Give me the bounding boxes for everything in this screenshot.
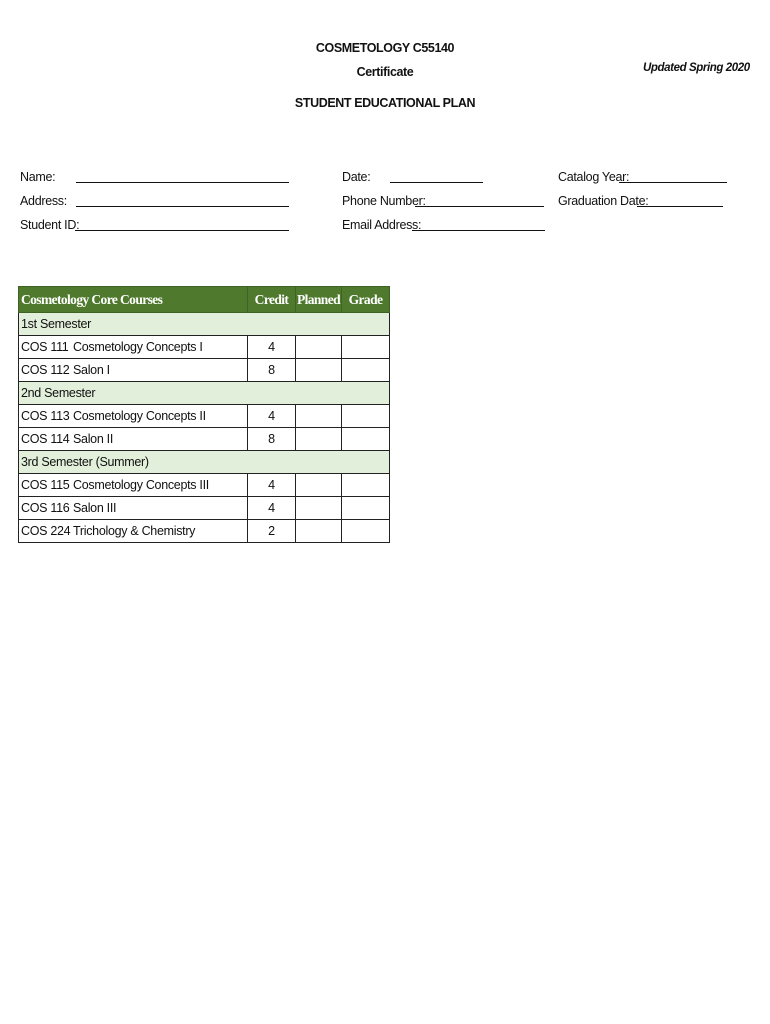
planned-cell[interactable] xyxy=(296,405,342,428)
semester-row xyxy=(19,313,390,336)
course-cell xyxy=(19,405,248,428)
table-row xyxy=(19,336,390,359)
credit-cell: 4 xyxy=(248,405,296,428)
plan-title: STUDENT EDUCATIONAL PLAN xyxy=(294,96,476,110)
course-title: Salon II xyxy=(73,432,113,446)
updated-note: Updated Spring 2020 xyxy=(643,62,750,74)
column-header-grade: Grade xyxy=(342,287,390,313)
course-title: Salon III xyxy=(73,501,117,515)
catalog-year-field-label: Catalog Year: xyxy=(558,170,630,184)
credit-cell: 4 xyxy=(248,497,296,520)
semester-row xyxy=(19,451,390,474)
student-id-field[interactable] xyxy=(72,218,289,236)
date-field-label: Date: xyxy=(342,170,371,184)
column-header-courses: Cosmetology Core Courses xyxy=(19,287,248,313)
course-code: COS 114 xyxy=(21,432,70,446)
course-title: Cosmetology Concepts II xyxy=(73,409,206,423)
semester-row xyxy=(19,382,390,405)
course-code: COS 113 xyxy=(21,409,70,423)
email-field-label: Email Address: xyxy=(342,218,422,232)
graduation-date-field-label: Graduation Date: xyxy=(558,194,649,208)
grade-cell[interactable] xyxy=(342,497,390,520)
course-code: COS 224 xyxy=(21,524,71,538)
grade-cell[interactable] xyxy=(342,405,390,428)
column-header-planned: Planned xyxy=(296,287,342,313)
address-field-label: Address: xyxy=(20,194,67,208)
table-row xyxy=(19,520,390,543)
credit-cell: 4 xyxy=(248,336,296,359)
planned-cell[interactable] xyxy=(296,428,342,451)
program-title: COSMETOLOGY C55140 xyxy=(315,41,455,55)
table-row xyxy=(19,497,390,520)
credit-cell: 8 xyxy=(248,428,296,451)
grade-cell[interactable] xyxy=(342,336,390,359)
column-header-credit: Credit xyxy=(248,287,296,313)
table-row xyxy=(19,359,390,382)
grade-cell[interactable] xyxy=(342,474,390,497)
course-cell xyxy=(19,336,248,359)
course-code: COS 112 xyxy=(21,363,70,377)
date-field[interactable] xyxy=(387,170,483,188)
catalog-year-field[interactable] xyxy=(616,170,727,188)
planned-cell[interactable] xyxy=(296,520,342,543)
name-field-label: Name: xyxy=(20,170,56,184)
planned-cell[interactable] xyxy=(296,336,342,359)
grade-cell[interactable] xyxy=(342,428,390,451)
phone-field[interactable] xyxy=(412,194,544,212)
grade-cell[interactable] xyxy=(342,520,390,543)
table-row xyxy=(19,428,390,451)
course-title: Cosmetology Concepts III xyxy=(73,478,209,492)
course-cell xyxy=(19,520,248,543)
table-header-row xyxy=(19,287,390,313)
table-row xyxy=(19,405,390,428)
semester-label: 3rd Semester (Summer) xyxy=(19,451,390,474)
semester-label: 1st Semester xyxy=(19,313,390,336)
course-title: Cosmetology Concepts I xyxy=(73,340,203,354)
course-title: Salon I xyxy=(73,363,110,377)
credit-cell: 4 xyxy=(248,474,296,497)
planned-cell[interactable] xyxy=(296,359,342,382)
phone-field-label: Phone Number: xyxy=(342,194,426,208)
course-cell xyxy=(19,428,248,451)
planned-cell[interactable] xyxy=(296,497,342,520)
credit-cell: 8 xyxy=(248,359,296,382)
planned-cell[interactable] xyxy=(296,474,342,497)
course-code: COS 115 xyxy=(21,478,70,492)
semester-label: 2nd Semester xyxy=(19,382,390,405)
address-field[interactable] xyxy=(73,194,289,212)
course-code: COS 111 xyxy=(21,340,69,354)
course-table xyxy=(18,286,390,543)
award-type: Certificate xyxy=(356,65,414,79)
student-id-field-label: Student ID: xyxy=(20,218,80,232)
grade-cell[interactable] xyxy=(342,359,390,382)
table-row xyxy=(19,474,390,497)
course-title: Trichology & Chemistry xyxy=(73,524,196,538)
course-cell xyxy=(19,474,248,497)
course-code: COS 116 xyxy=(21,501,70,515)
credit-cell: 2 xyxy=(248,520,296,543)
graduation-date-field[interactable] xyxy=(634,194,723,212)
email-field[interactable] xyxy=(409,218,545,236)
name-field[interactable] xyxy=(73,170,289,188)
course-cell xyxy=(19,359,248,382)
course-cell xyxy=(19,497,248,520)
